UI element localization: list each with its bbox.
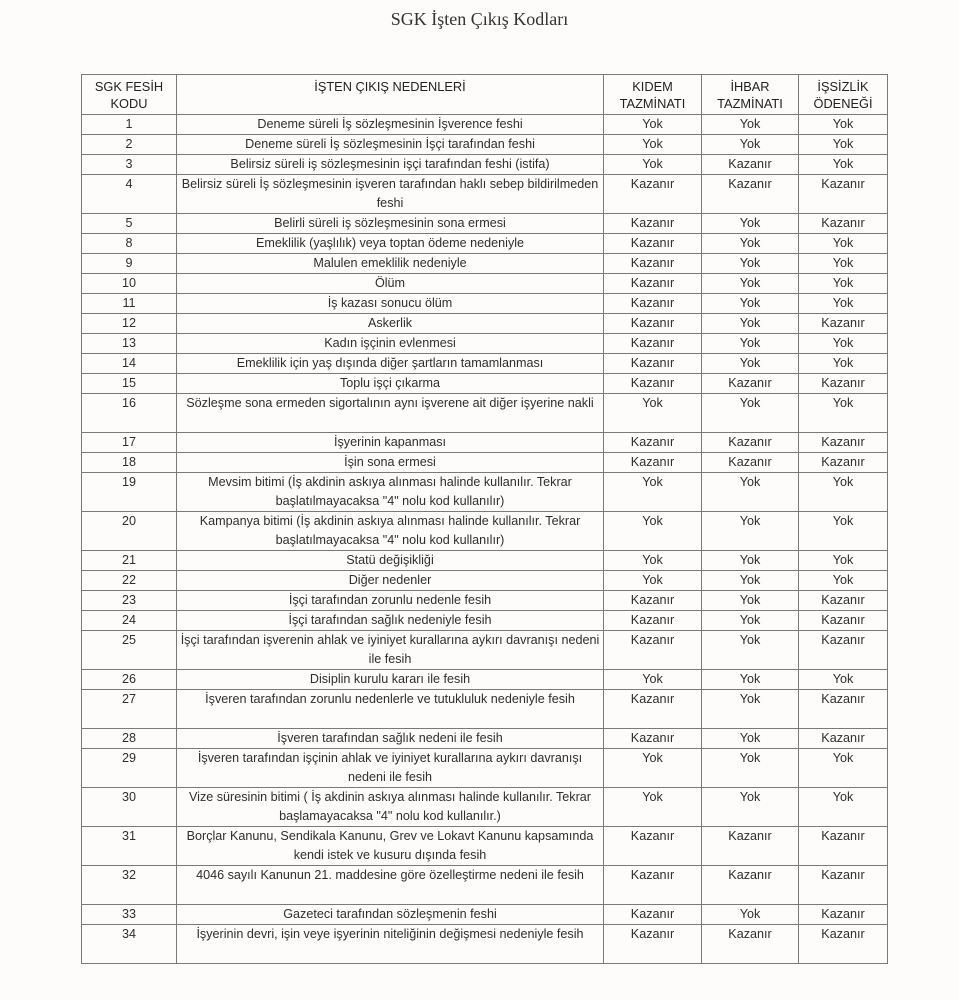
- table-row: [82, 925, 888, 964]
- kidem-cell: Kazanır: [604, 175, 702, 214]
- reason-cell: İşçi tarafından zorunlu nedenle fesih: [177, 591, 604, 611]
- ihbar-cell: Yok: [702, 729, 799, 749]
- kidem-cell: Kazanır: [604, 354, 702, 374]
- issizlik-cell: Kazanır: [799, 453, 888, 473]
- issizlik-cell: Kazanır: [799, 374, 888, 394]
- kidem-cell: Kazanır: [604, 433, 702, 453]
- reason-cell: İşveren tarafından işçinin ahlak ve iyiniyet kurallarına aykırı davranışı nedeni ile fesih: [177, 749, 604, 788]
- reason-cell: Disiplin kurulu kararı ile fesih: [177, 670, 604, 690]
- issizlik-cell: Yok: [799, 135, 888, 155]
- table-row: [82, 749, 888, 788]
- exit-codes-table: [81, 74, 888, 964]
- issizlik-cell: Yok: [799, 670, 888, 690]
- header-reason: İŞTEN ÇIKIŞ NEDENLERİ: [177, 75, 604, 115]
- table-row: [82, 827, 888, 866]
- kidem-cell: Yok: [604, 115, 702, 135]
- table-row: [82, 394, 888, 433]
- issizlik-cell: Kazanır: [799, 690, 888, 729]
- table-row: [82, 571, 888, 591]
- issizlik-cell: Kazanır: [799, 905, 888, 925]
- reason-cell: Vize süresinin bitimi ( İş akdinin askıya alınması halinde kullanılır. Tekrar başlamayacaksa "4" nolu kod kullanılır.): [177, 788, 604, 827]
- kidem-cell: Kazanır: [604, 334, 702, 354]
- reason-cell: Belirsiz süreli İş sözleşmesinin işveren tarafından haklı sebep bildirilmeden feshi: [177, 175, 604, 214]
- table-row: [82, 670, 888, 690]
- code-cell: 26: [82, 670, 177, 690]
- ihbar-cell: Yok: [702, 749, 799, 788]
- issizlik-cell: Yok: [799, 115, 888, 135]
- ihbar-cell: Yok: [702, 254, 799, 274]
- reason-cell: Borçlar Kanunu, Sendikala Kanunu, Grev ve Lokavt Kanunu kapsamında kendi istek ve kusuru dışında fesih: [177, 827, 604, 866]
- table-row: [82, 115, 888, 135]
- reason-cell: Kampanya bitimi (İş akdinin askıya alınması halinde kullanılır. Tekrar başlatılmayacaksa "4" nolu kod kullanılır): [177, 512, 604, 551]
- ihbar-cell: Kazanır: [702, 925, 799, 964]
- issizlik-cell: Kazanır: [799, 214, 888, 234]
- issizlik-cell: Yok: [799, 571, 888, 591]
- code-cell: 23: [82, 591, 177, 611]
- ihbar-cell: Yok: [702, 551, 799, 571]
- table-row: [82, 214, 888, 234]
- issizlik-cell: Yok: [799, 234, 888, 254]
- table-row: [82, 591, 888, 611]
- ihbar-cell: Kazanır: [702, 866, 799, 905]
- header-code: SGK FESİH KODU: [82, 75, 177, 115]
- code-cell: 8: [82, 234, 177, 254]
- ihbar-cell: Kazanır: [702, 374, 799, 394]
- reason-cell: Mevsim bitimi (İş akdinin askıya alınması halinde kullanılır. Tekrar başlatılmayacaksa "4" nolu kod kullanılır): [177, 473, 604, 512]
- table-row: [82, 631, 888, 670]
- kidem-cell: Yok: [604, 512, 702, 551]
- code-cell: 33: [82, 905, 177, 925]
- issizlik-cell: Yok: [799, 334, 888, 354]
- reason-cell: Deneme süreli İş sözleşmesinin İşçi tarafından feshi: [177, 135, 604, 155]
- table-row: [82, 473, 888, 512]
- header-ihbar: İHBAR TAZMİNATI: [702, 75, 799, 115]
- ihbar-cell: Yok: [702, 135, 799, 155]
- reason-cell: İşyerinin devri, işin veye işyerinin niteliğinin değişmesi nedeniyle fesih: [177, 925, 604, 964]
- reason-cell: Toplu işçi çıkarma: [177, 374, 604, 394]
- table-row: [82, 135, 888, 155]
- reason-cell: Statü değişikliği: [177, 551, 604, 571]
- code-cell: 2: [82, 135, 177, 155]
- ihbar-cell: Yok: [702, 274, 799, 294]
- table-row: [82, 788, 888, 827]
- kidem-cell: Kazanır: [604, 374, 702, 394]
- ihbar-cell: Kazanır: [702, 433, 799, 453]
- kidem-cell: Kazanır: [604, 925, 702, 964]
- code-cell: 34: [82, 925, 177, 964]
- reason-cell: İşçi tarafından işverenin ahlak ve iyiniyet kurallarına aykırı davranışı nedeni ile fesih: [177, 631, 604, 670]
- table-row: [82, 729, 888, 749]
- reason-cell: İşin sona ermesi: [177, 453, 604, 473]
- ihbar-cell: Kazanır: [702, 175, 799, 214]
- issizlik-cell: Yok: [799, 294, 888, 314]
- issizlik-cell: Kazanır: [799, 827, 888, 866]
- reason-cell: 4046 sayılı Kanunun 21. maddesine göre özelleştirme nedeni ile fesih: [177, 866, 604, 905]
- code-cell: 10: [82, 274, 177, 294]
- kidem-cell: Kazanır: [604, 866, 702, 905]
- table-row: [82, 274, 888, 294]
- reason-cell: Diğer nedenler: [177, 571, 604, 591]
- ihbar-cell: Yok: [702, 611, 799, 631]
- ihbar-cell: Yok: [702, 631, 799, 670]
- header-issizlik: İŞSİZLİK ÖDENEĞİ: [799, 75, 888, 115]
- kidem-cell: Kazanır: [604, 453, 702, 473]
- reason-cell: Kadın işçinin evlenmesi: [177, 334, 604, 354]
- table-row: [82, 690, 888, 729]
- code-cell: 15: [82, 374, 177, 394]
- issizlik-cell: Yok: [799, 551, 888, 571]
- code-cell: 24: [82, 611, 177, 631]
- header-kidem: KIDEM TAZMİNATI: [604, 75, 702, 115]
- code-cell: 32: [82, 866, 177, 905]
- reason-cell: Belirli süreli iş sözleşmesinin sona ermesi: [177, 214, 604, 234]
- code-cell: 14: [82, 354, 177, 374]
- kidem-cell: Kazanır: [604, 591, 702, 611]
- reason-cell: İşveren tarafından zorunlu nedenlerle ve tutukluluk nedeniyle fesih: [177, 690, 604, 729]
- reason-cell: Sözleşme sona ermeden sigortalının aynı işverene ait diğer işyerine nakli: [177, 394, 604, 433]
- ihbar-cell: Yok: [702, 354, 799, 374]
- code-cell: 19: [82, 473, 177, 512]
- table-row: [82, 905, 888, 925]
- ihbar-cell: Yok: [702, 394, 799, 433]
- table-header: [82, 75, 888, 115]
- code-cell: 3: [82, 155, 177, 175]
- kidem-cell: Yok: [604, 788, 702, 827]
- issizlik-cell: Kazanır: [799, 314, 888, 334]
- code-cell: 27: [82, 690, 177, 729]
- table-row: [82, 512, 888, 551]
- code-cell: 20: [82, 512, 177, 551]
- code-cell: 25: [82, 631, 177, 670]
- kidem-cell: Yok: [604, 670, 702, 690]
- issizlik-cell: Kazanır: [799, 433, 888, 453]
- kidem-cell: Yok: [604, 551, 702, 571]
- ihbar-cell: Kazanır: [702, 155, 799, 175]
- kidem-cell: Kazanır: [604, 611, 702, 631]
- code-cell: 22: [82, 571, 177, 591]
- ihbar-cell: Yok: [702, 670, 799, 690]
- kidem-cell: Kazanır: [604, 729, 702, 749]
- kidem-cell: Kazanır: [604, 690, 702, 729]
- code-cell: 30: [82, 788, 177, 827]
- table-row: [82, 433, 888, 453]
- ihbar-cell: Yok: [702, 473, 799, 512]
- ihbar-cell: Yok: [702, 294, 799, 314]
- table-row: [82, 155, 888, 175]
- table-row: [82, 294, 888, 314]
- ihbar-cell: Yok: [702, 234, 799, 254]
- reason-cell: İş kazası sonucu ölüm: [177, 294, 604, 314]
- issizlik-cell: Yok: [799, 512, 888, 551]
- ihbar-cell: Yok: [702, 512, 799, 551]
- kidem-cell: Kazanır: [604, 294, 702, 314]
- table-row: [82, 453, 888, 473]
- kidem-cell: Kazanır: [604, 827, 702, 866]
- issizlik-cell: Yok: [799, 274, 888, 294]
- table-row: [82, 374, 888, 394]
- code-cell: 11: [82, 294, 177, 314]
- ihbar-cell: Yok: [702, 690, 799, 729]
- ihbar-cell: Kazanır: [702, 453, 799, 473]
- ihbar-cell: Yok: [702, 571, 799, 591]
- reason-cell: İşveren tarafından sağlık nedeni ile fesih: [177, 729, 604, 749]
- ihbar-cell: Yok: [702, 214, 799, 234]
- kidem-cell: Yok: [604, 155, 702, 175]
- code-cell: 18: [82, 453, 177, 473]
- kidem-cell: Kazanır: [604, 214, 702, 234]
- code-cell: 4: [82, 175, 177, 214]
- table-row: [82, 314, 888, 334]
- code-cell: 16: [82, 394, 177, 433]
- issizlik-cell: Yok: [799, 788, 888, 827]
- header-row: [82, 75, 888, 115]
- reason-cell: Malulen emeklilik nedeniyle: [177, 254, 604, 274]
- reason-cell: Ölüm: [177, 274, 604, 294]
- reason-cell: İşçi tarafından sağlık nedeniyle fesih: [177, 611, 604, 631]
- issizlik-cell: Kazanır: [799, 611, 888, 631]
- table-body: [82, 115, 888, 964]
- kidem-cell: Yok: [604, 135, 702, 155]
- code-cell: 21: [82, 551, 177, 571]
- issizlik-cell: Kazanır: [799, 925, 888, 964]
- reason-cell: Deneme süreli İş sözleşmesinin İşverence feshi: [177, 115, 604, 135]
- code-cell: 17: [82, 433, 177, 453]
- ihbar-cell: Yok: [702, 591, 799, 611]
- kidem-cell: Kazanır: [604, 905, 702, 925]
- issizlik-cell: Yok: [799, 155, 888, 175]
- code-cell: 12: [82, 314, 177, 334]
- ihbar-cell: Yok: [702, 788, 799, 827]
- issizlik-cell: Yok: [799, 254, 888, 274]
- kidem-cell: Kazanır: [604, 631, 702, 670]
- kidem-cell: Kazanır: [604, 254, 702, 274]
- reason-cell: Askerlik: [177, 314, 604, 334]
- ihbar-cell: Yok: [702, 334, 799, 354]
- reason-cell: Emeklilik (yaşlılık) veya toptan ödeme nedeniyle: [177, 234, 604, 254]
- issizlik-cell: Yok: [799, 749, 888, 788]
- code-cell: 13: [82, 334, 177, 354]
- kidem-cell: Yok: [604, 473, 702, 512]
- code-cell: 9: [82, 254, 177, 274]
- table-row: [82, 611, 888, 631]
- table-row: [82, 354, 888, 374]
- issizlik-cell: Kazanır: [799, 866, 888, 905]
- reason-cell: Emeklilik için yaş dışında diğer şartların tamamlanması: [177, 354, 604, 374]
- ihbar-cell: Yok: [702, 314, 799, 334]
- kidem-cell: Yok: [604, 394, 702, 433]
- ihbar-cell: Kazanır: [702, 827, 799, 866]
- issizlik-cell: Kazanır: [799, 591, 888, 611]
- issizlik-cell: Yok: [799, 473, 888, 512]
- reason-cell: Gazeteci tarafından sözleşmenin feshi: [177, 905, 604, 925]
- code-cell: 5: [82, 214, 177, 234]
- kidem-cell: Kazanır: [604, 274, 702, 294]
- table-row: [82, 334, 888, 354]
- issizlik-cell: Yok: [799, 394, 888, 433]
- table-row: [82, 234, 888, 254]
- code-cell: 1: [82, 115, 177, 135]
- page-title: SGK İşten Çıkış Kodları: [390, 9, 569, 29]
- kidem-cell: Kazanır: [604, 314, 702, 334]
- ihbar-cell: Yok: [702, 115, 799, 135]
- issizlik-cell: Kazanır: [799, 175, 888, 214]
- issizlik-cell: Yok: [799, 354, 888, 374]
- table-row: [82, 551, 888, 571]
- reason-cell: Belirsiz süreli iş sözleşmesinin işçi tarafından feshi (istifa): [177, 155, 604, 175]
- table-row: [82, 866, 888, 905]
- code-cell: 29: [82, 749, 177, 788]
- kidem-cell: Yok: [604, 749, 702, 788]
- code-cell: 31: [82, 827, 177, 866]
- kidem-cell: Yok: [604, 571, 702, 591]
- reason-cell: İşyerinin kapanması: [177, 433, 604, 453]
- issizlik-cell: Kazanır: [799, 729, 888, 749]
- table-row: [82, 254, 888, 274]
- kidem-cell: Kazanır: [604, 234, 702, 254]
- issizlik-cell: Kazanır: [799, 631, 888, 670]
- ihbar-cell: Yok: [702, 905, 799, 925]
- table-row: [82, 175, 888, 214]
- code-cell: 28: [82, 729, 177, 749]
